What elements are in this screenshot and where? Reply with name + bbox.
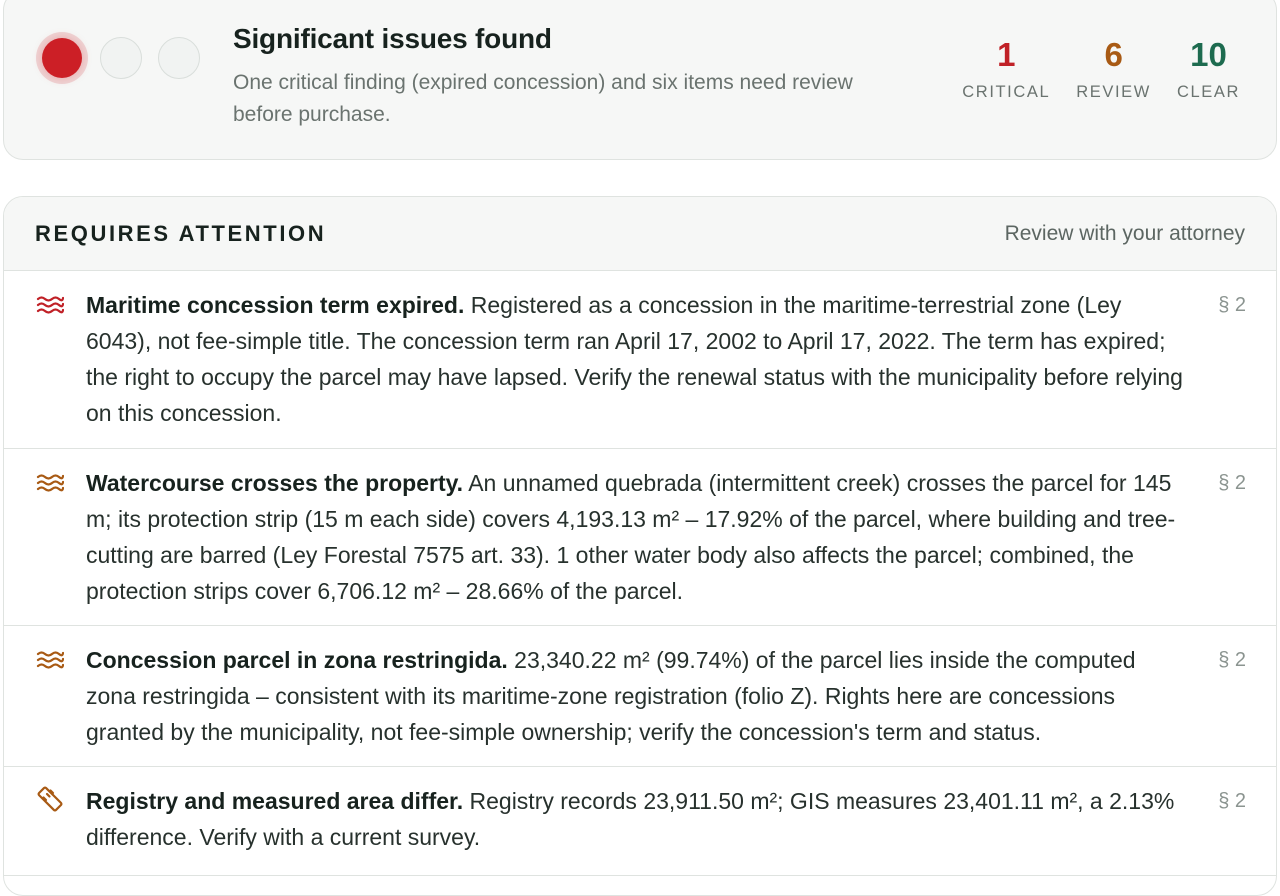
finding-item[interactable] — [4, 449, 1276, 626]
finding-item[interactable] — [4, 271, 1276, 449]
finding-body: 23,340.22 m² (99.74%) of the parcel lies inside the computed zona restringida – consistent with its maritime-zone registration (folio Z). Rights here are concessions granted by the municipality, not fee-simple ownership; verify the concession's term and status. — [86, 647, 1136, 745]
finding-title: Watercourse crosses the property. — [86, 470, 464, 496]
finding-body: Registered as a concession in the maritime-terrestrial zone (Ley 6043), not fee-simple title. The concession term ran April 17, 2002 to April 17, 2022. The term has expired; the right to occupy the parcel may have lapsed. Verify the renewal status with the municipality before relying on this concession. — [86, 292, 1183, 426]
summary-text — [233, 23, 913, 131]
water-waves-icon — [36, 649, 64, 671]
finding-title: Maritime concession term expired. — [86, 292, 465, 318]
finding-body: Registry records 23,911.50 m²; GIS measures 23,401.11 m², a 2.13% difference. Verify with a current survey. — [86, 788, 1175, 850]
review-count — [1076, 35, 1151, 102]
summary-title: Significant issues found — [233, 23, 552, 54]
review-count-value: 6 — [1104, 36, 1123, 73]
attention-header — [4, 197, 1276, 271]
red-light-indicator — [42, 38, 82, 78]
amber-light-indicator — [100, 37, 142, 79]
clear-count-label: CLEAR — [1176, 83, 1240, 101]
water-waves-icon — [36, 294, 64, 316]
attention-title: REQUIRES ATTENTION — [35, 220, 327, 246]
critical-count-label: CRITICAL — [962, 83, 1051, 101]
ruler-icon — [36, 785, 64, 813]
attention-note: Review with your attorney — [1004, 221, 1245, 245]
section-reference-link[interactable]: § 2 — [1218, 472, 1246, 494]
section-reference-link[interactable]: § 2 — [1218, 294, 1246, 316]
status-traffic-light — [40, 37, 200, 79]
finding-counts — [962, 35, 1240, 102]
finding-body: An unnamed quebrada (intermittent creek) crosses the parcel for 145 m; its protection strip (15 m each side) covers 4,193.13 m² – 17.92% of the parcel, where building and tree-cutting are barred (Ley Forestal 7575 art. 33). 1 other water body also affects the parcel; combined, the protection strips cover 6,706.12 m² – 28.66% of the parcel. — [86, 470, 1176, 604]
critical-count-value: 1 — [997, 36, 1016, 73]
finding-item[interactable] — [4, 626, 1276, 767]
critical-count — [962, 35, 1050, 102]
summary-card — [3, 0, 1277, 160]
finding-title: Registry and measured area differ. — [86, 788, 464, 814]
finding-title: Concession parcel in zona restringida. — [86, 647, 508, 673]
clear-count — [1177, 35, 1240, 102]
requires-attention-panel — [3, 196, 1277, 896]
section-reference-link[interactable]: § 2 — [1218, 649, 1246, 671]
green-light-indicator — [158, 37, 200, 79]
clear-count-value: 10 — [1190, 36, 1227, 73]
review-count-label: REVIEW — [1076, 83, 1151, 101]
section-reference-link[interactable]: § 2 — [1218, 790, 1246, 812]
finding-item[interactable] — [4, 767, 1276, 876]
water-waves-icon — [36, 472, 64, 494]
summary-description: One critical finding (expired concession) and six items need review before purchase. — [233, 71, 853, 126]
